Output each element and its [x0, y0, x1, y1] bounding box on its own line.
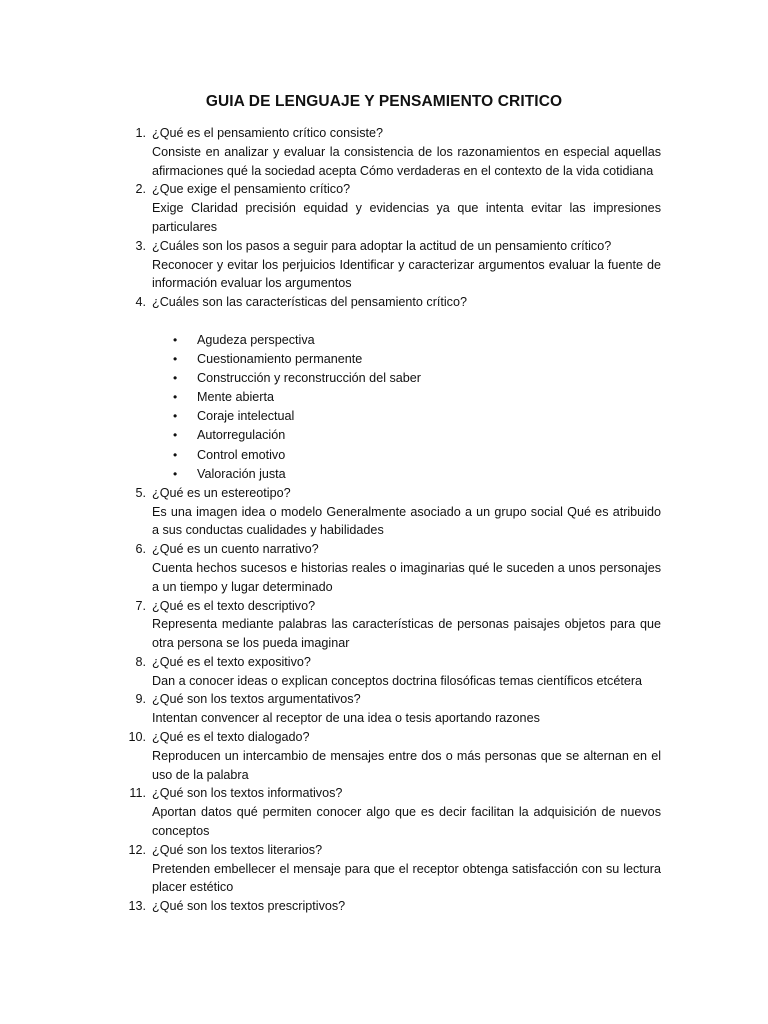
question-item	[120, 841, 661, 897]
bullet-item: • Mente abierta	[152, 388, 661, 407]
question-number: 7.	[135, 598, 146, 613]
answer-text: Representa mediante palabras las características de personas paisajes objetos para que otra persona se los pueda imaginar	[152, 617, 661, 651]
question-item	[120, 540, 661, 596]
bullet-item: • Valoración justa	[152, 465, 661, 484]
question-item	[120, 728, 661, 784]
question-number: 10.	[128, 730, 146, 745]
bullet-item: • Autorregulación	[152, 426, 661, 445]
question-text: ¿Qué son los textos argumentativos?	[152, 692, 361, 707]
question-number: 2.	[135, 182, 146, 197]
question-item	[120, 124, 661, 180]
question-text: ¿Qué son los textos prescriptivos?	[152, 899, 346, 914]
answer-text: Consiste en analizar y evaluar la consistencia de los razonamientos en especial aquellas afirmaciones qué la sociedad acepta Cómo verdaderas en el contexto de la vida cotidiana	[152, 144, 661, 178]
question-text: ¿Qué es el texto descriptivo?	[152, 598, 316, 613]
bullet-item: • Coraje intelectual	[152, 407, 661, 426]
question-text: ¿Qué es el texto expositivo?	[152, 654, 311, 669]
question-number: 1.	[135, 126, 146, 140]
question-text: ¿Cuáles son los pasos a seguir para adoptar la actitud de un pensamiento crítico?	[152, 238, 612, 253]
question-item	[120, 484, 661, 540]
question-number: 12.	[128, 842, 146, 857]
question-number: 8.	[135, 654, 146, 669]
answer-text: Pretenden embellecer el mensaje para que el receptor obtenga satisfacción con su lectura placer estético	[152, 861, 661, 895]
answer-text: Reconocer y evitar los perjuicios Identificar y caracterizar argumentos evaluar la fuente de información evaluar los argumentos	[152, 257, 661, 291]
question-item	[120, 784, 661, 840]
question-item	[120, 237, 661, 293]
bullet-item: • Control emotivo	[152, 446, 661, 465]
question-text: ¿Qué es un estereotipo?	[152, 485, 291, 500]
question-number: 3.	[135, 238, 146, 253]
bullet-item: • Construcción y reconstrucción del saber	[152, 369, 661, 388]
question-number: 9.	[135, 692, 146, 707]
answer-text: Exige Claridad precisión equidad y evidencias ya que intenta evitar las impresiones particulares	[152, 201, 661, 234]
question-item	[120, 597, 661, 653]
question-list	[120, 124, 661, 916]
question-item	[120, 897, 661, 916]
document-title: GUIA DE LENGUAJE Y PENSAMIENTO CRITICO	[205, 93, 563, 110]
bullet-item: • Agudeza perspectiva	[152, 331, 661, 350]
question-number: 4.	[135, 295, 146, 310]
answer-text: Intentan convencer al receptor de una idea o tesis aportando razones	[152, 711, 540, 726]
question-number: 11.	[129, 786, 146, 801]
answer-text: Reproducen un intercambio de mensajes entre dos o más personas que se alternan en el uso de la palabra	[152, 748, 661, 782]
question-text: ¿Qué es el texto dialogado?	[152, 730, 310, 745]
question-item	[120, 180, 661, 236]
question-text: ¿Que exige el pensamiento crítico?	[152, 182, 351, 197]
question-text: ¿Qué es un cuento narrativo?	[152, 542, 319, 557]
answer-text: Cuenta hechos sucesos e historias reales o imaginarias qué le suceden a unos personajes a un tiempo y lugar determinado	[152, 560, 661, 594]
answer-text: Es una imagen idea o modelo Generalmente asociado a un grupo social Qué es atribuido a sus conductas cualidades y habilidades	[152, 504, 661, 538]
bullet-item: • Cuestionamiento permanente	[152, 350, 661, 369]
question-number: 6.	[135, 542, 146, 557]
characteristics-bullet-list	[152, 331, 661, 484]
answer-text: Dan a conocer ideas o explican conceptos doctrina filosóficas temas científicos etcétera	[152, 673, 643, 688]
question-number: 5.	[135, 485, 146, 500]
question-text: ¿Qué es el pensamiento crítico consiste?	[152, 126, 383, 140]
question-number: 13.	[128, 899, 146, 914]
answer-text: Aportan datos qué permiten conocer algo que es decir facilitan la adquisición de nuevos conceptos	[152, 805, 661, 839]
question-item	[120, 293, 661, 484]
question-text: ¿Cuáles son las características del pensamiento crítico?	[152, 295, 467, 310]
question-text: ¿Qué son los textos literarios?	[152, 842, 323, 857]
question-item	[120, 690, 661, 728]
question-text: ¿Qué son los textos informativos?	[152, 786, 343, 801]
question-item	[120, 653, 661, 691]
